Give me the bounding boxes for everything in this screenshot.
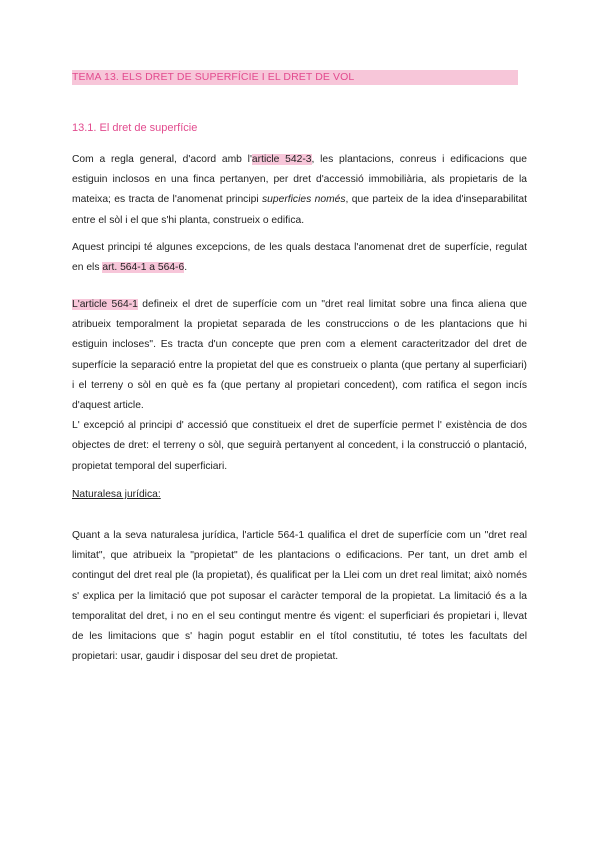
text-run: Com a regla general, d'acord amb l' — [72, 154, 252, 165]
section-heading: 13.1. El dret de superfície — [72, 122, 198, 134]
subheading-legal-nature: Naturalesa jurídica: — [72, 489, 161, 500]
text-run: defineix el dret de superfície com un "dret real limitat sobre una finca aliena que atribueix temporalment la propietat separada de les construccions o de les plantacions que hi estiguin incloses". Es tracta d'un concepte que pren com a element caracteritzador del dret de superfície la separació entre la propietat del que es construeix o planta (que pertany al superficiari) i el terreny o sòl en què es fa (que pertany al propietari concedent), com ratifica el segon incís d'aquest article. — [72, 299, 528, 412]
paragraph-accession — [72, 150, 527, 231]
text-run: , les plantacions, conreus i edificacions que estiguin inclosos en una finca pertanyen, per dret d'accessió immobiliària, als propietaris de la mateixa; es tracta de l'anomenat principi — [72, 154, 527, 206]
paragraph-legal-nature: Quant a la seva naturalesa jurídica, l'article 564-1 qualifica el dret de superfície com un "dret real limitat", que atribueix la "propietat" de les plantacions o edificacions. Per tant, un dret amb el contingut del dret real ple (la propietat), és qualificat per la Llei com un dret real limitat; això només s' explica per la limitació que pot suposar el caràcter temporal de la propietat. La limitació és a la temporalitat del dret, i no en el seu contingut mentre és vigent: el superficiari és propietari i, llevat de les limitacions que s' hagin pogut establir en el títol constitutiu, té totes les facultats del propietari: usar, gaudir i disposar del seu dret de propietat. — [72, 530, 527, 663]
highlight-article-564-1: L'article 564-1 — [72, 299, 138, 310]
highlight-article-542-3: article 542-3 — [251, 154, 312, 165]
text-run: Aquest principi té algunes excepcions, de les quals destaca l'anomenat dret de superfície, regulat en els — [72, 242, 527, 274]
paragraph-definition — [72, 295, 527, 477]
text-run: L' excepció al principi d' accessió que constitueix el dret de superfície permet l' existència de dos objectes de dret: el terreny o sòl, que seguirà pertanyent al concedent, i la construcció o plantació, propietat temporal del superficiari. — [72, 420, 527, 472]
text-run: , que parteix de la idea d'inseparabilitat entre el sòl i el que s'hi planta, construeix o edifica. — [72, 194, 527, 226]
paragraph-exceptions — [72, 238, 527, 278]
emphasis-term: superficies només — [262, 194, 346, 206]
text-run: . — [184, 262, 188, 274]
highlight-articles-564: art. 564-1 a 564-6 — [102, 262, 185, 274]
document-title: TEMA 13. ELS DRET DE SUPERFÍCIE I EL DRET DE VOL — [72, 70, 518, 85]
